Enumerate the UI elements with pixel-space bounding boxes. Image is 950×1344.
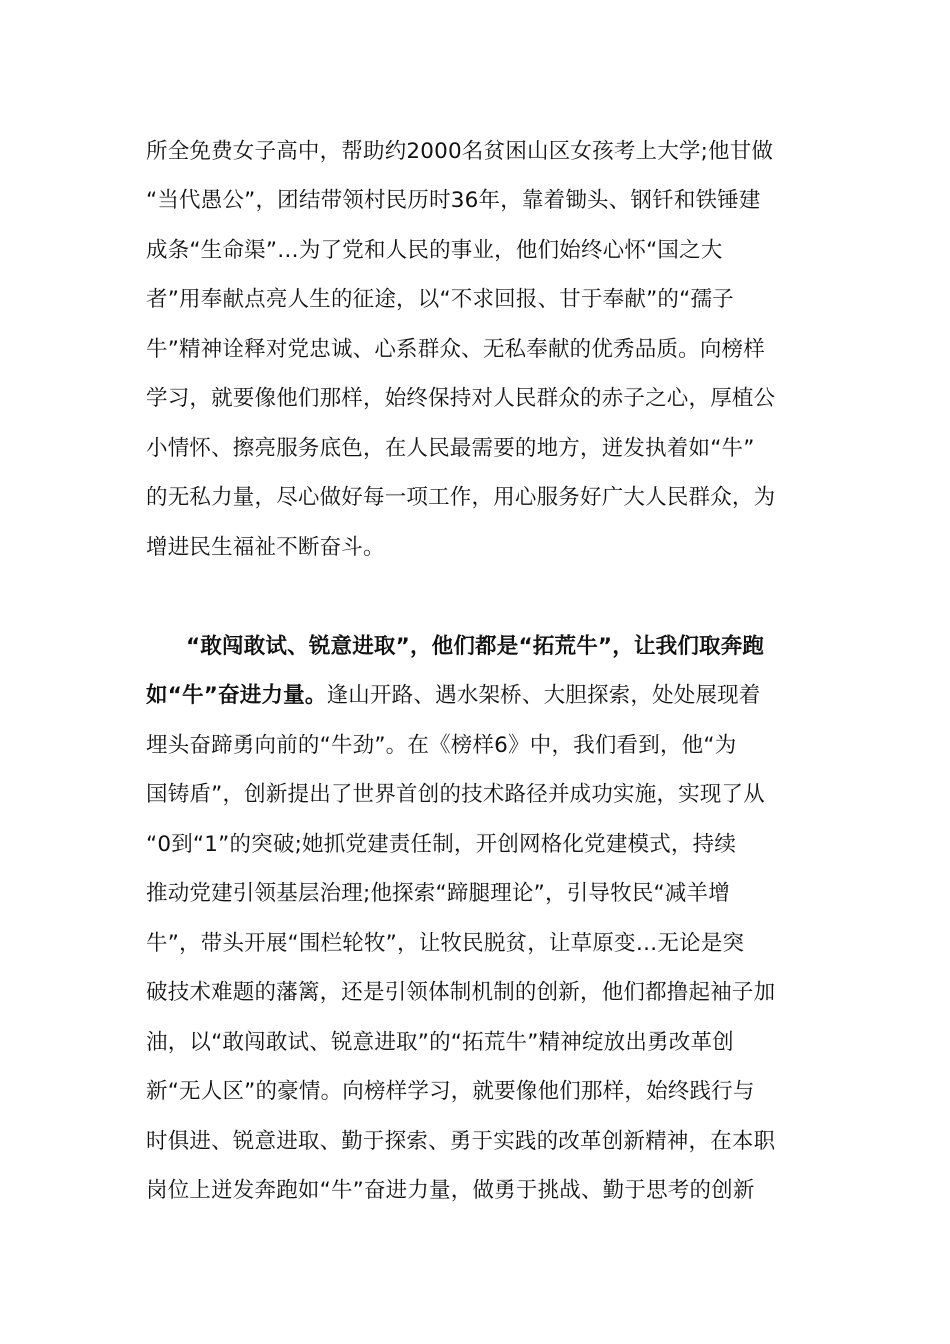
text-line: 岗位上迸发奔跑如“牛”奋进力量，做勇于挑战、勤于思考的创新	[146, 1178, 755, 1203]
text-segment: 逢山开路、遇水架桥、大胆探索，处处展现着	[326, 683, 761, 708]
text-line: 学习，就要像他们那样，始终保持对人民群众的赤子之心，厚植公	[146, 386, 776, 411]
text-line: 增进民生福祉不断奋斗。	[146, 535, 385, 560]
text-line: 推动党建引领基层治理;他探索“蹄腿理论”，引导牧民“减羊增	[146, 881, 730, 906]
paragraph-heading-end: 如“牛”奋进力量。	[146, 683, 327, 708]
text-line: 埋头奋蹄勇向前的“牛劲”。在《榜样6》中，我们看到，他“为	[146, 733, 737, 758]
text-line: 国铸盾”，创新提出了世界首创的技术路径并成功实施，实现了从	[146, 782, 765, 807]
text-line	[146, 681, 761, 711]
text-line: 小情怀、擦亮服务底色，在人民最需要的地方，迸发执着如“牛”	[146, 436, 755, 461]
text-line: 牛”精神诠释对党忠诚、心系群众、无私奉献的优秀品质。向榜样	[146, 337, 765, 362]
text-line: 破技术难题的藩篱，还是引领体制机制的创新，他们都撸起袖子加	[146, 980, 776, 1005]
text-line: 牛”，带头开展“围栏轮牧”，让牧民脱贫，让草原变…无论是突	[146, 931, 745, 956]
text-line: 成条“生命渠”…为了党和人民的事业，他们始终心怀“国之大	[146, 238, 723, 263]
paragraph-heading: “敢闯敢试、锐意进取”，他们都是“拓荒牛”，让我们取奔跑	[186, 634, 765, 659]
text-line: 新“无人区”的豪情。向榜样学习，就要像他们那样，始终践行与	[146, 1079, 755, 1104]
text-line: 所全免费女子高中，帮助约2000名贫困山区女孩考上大学;他甘做	[146, 139, 774, 164]
text-line: 的无私力量，尽心做好每一项工作，用心服务好广大人民群众，为	[146, 485, 776, 510]
text-line: “当代愚公”，团结带领村民历时36年，靠着锄头、钢钎和铁锤建	[146, 188, 761, 213]
text-line: 时俱进、锐意进取、勤于探索、勇于实践的改革创新精神，在本职	[146, 1129, 776, 1154]
text-line: 油，以“敢闯敢试、锐意进取”的“拓荒牛”精神绽放出勇改革创	[146, 1030, 734, 1055]
text-line: “0到“1”的突破;她抓党建责任制，开创网格化党建模式，持续	[146, 832, 737, 857]
text-line: 者”用奉献点亮人生的征途，以“不求回报、甘于奉献”的“孺子	[146, 287, 734, 312]
